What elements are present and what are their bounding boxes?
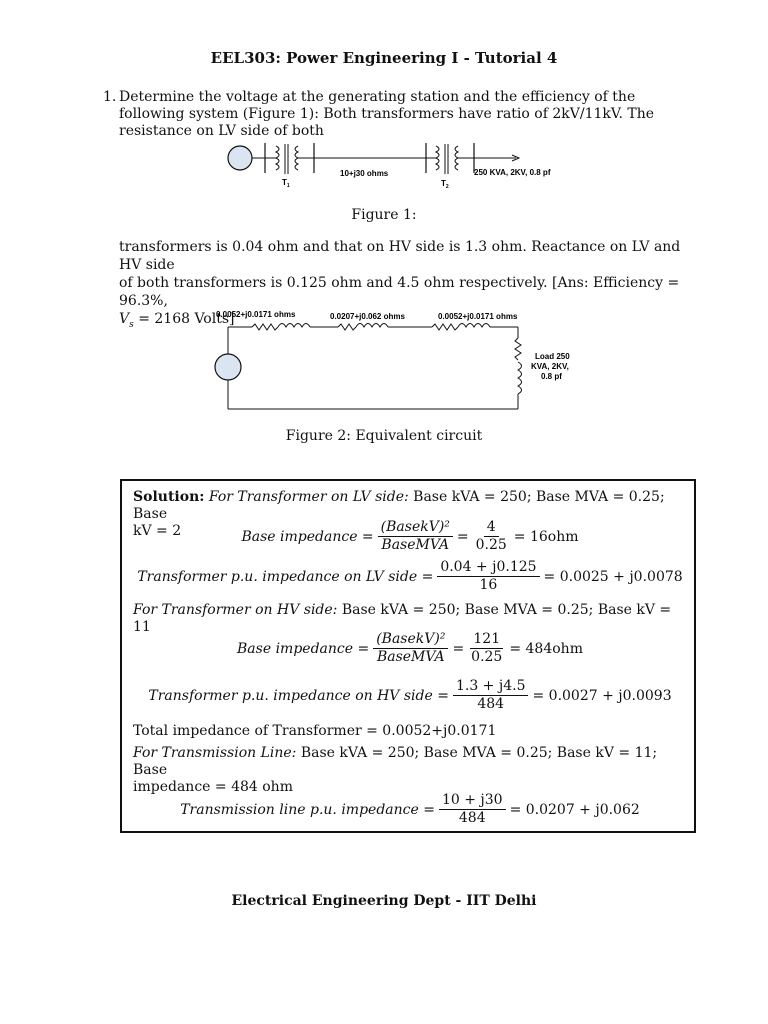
continuation-line-3: $V_s = 2168$ Volts] [119, 311, 235, 330]
z1-label: 0.0052+j0.0171 ohms [216, 310, 296, 319]
transformer-t1 [265, 143, 314, 174]
equation-lv-pu-impedance: Transformer p.u. impedance on LV side = $\frac{0.04 + j0.125}{16}$ = 0.0025 + j0.0078 [137, 559, 683, 593]
continuation-line-2: of both transformers is 0.125 ohm and 4.5 ohm respectively. [Ans: Efficiency = 96.3%, [119, 275, 680, 309]
solution-hv-intro: For Transformer on HV side: Base kVA = 250; Base MVA = 0.25; Base kV = 11 [133, 602, 672, 635]
generator-symbol [228, 146, 252, 170]
equation-hv-base-impedance: Base impedance = $\frac{\text{(BasekV)²}}{\text{BaseMVA}}$ = $\frac{121}{0.25}$ = 484ohm [237, 631, 583, 665]
load-label-1: Load 250 [535, 352, 570, 361]
load-label: 250 KVA, 2KV, 0.8 pf [474, 168, 551, 177]
solution-total-impedance: Total impedance of Transformer = 0.0052+j0.0171 [133, 723, 497, 739]
solution-heading: Solution: [133, 489, 205, 505]
equation-tl-pu-impedance: Transmission line p.u. impedance = $\frac{10 + j30}{484}$ = 0.0207 + j0.062 [180, 792, 640, 826]
impedance-2 [338, 324, 388, 331]
figure-1-diagram [220, 138, 570, 194]
impedance-3 [432, 324, 490, 331]
load-impedance [515, 338, 522, 394]
z2-label: 0.0207+j0.062 ohms [330, 312, 405, 321]
problem-statement [103, 89, 703, 140]
problem-text: Determine the voltage at the generating station and the efficiency of the following system (Figure 1): Both transformers have ratio of 2kV/11kV. The resistance on LV side of both [119, 89, 655, 139]
source-symbol [215, 354, 241, 380]
figure-1-caption: Figure 1: [351, 207, 417, 223]
t1-label: $T_1$ [282, 178, 290, 189]
solution-box [120, 479, 696, 833]
solution-tl-intro: For Transmission Line: Base kVA = 250; Base MVA = 0.25; Base kV = 11; Base impedance = 484 ohm [133, 745, 658, 795]
problem-number: 1. [103, 89, 117, 105]
equation-hv-pu-impedance: Transformer p.u. impedance on HV side = $\frac{1.3 + j4.5}{484}$ = 0.0027 + j0.0093 [148, 678, 672, 712]
figure-2-caption: Figure 2: Equivalent circuit [285, 428, 483, 444]
t2-label: $T_2$ [441, 179, 449, 190]
z3-label: 0.0052+j0.0171 ohms [438, 312, 518, 321]
equation-lv-base-impedance: Base impedance = $\frac{\text{(BasekV)²}}{\text{BaseMVA}}$ = $\frac{4}{0.25}$ = 16ohm [241, 519, 579, 553]
page-title: EEL303: Power Engineering I - Tutorial 4 [210, 49, 558, 67]
figure-2-circuit [210, 306, 590, 414]
transformer-t2 [426, 143, 474, 174]
load-label-3: 0.8 pf [541, 372, 562, 381]
impedance-1 [252, 324, 310, 331]
page-footer: Electrical Engineering Dept - IIT Delhi [231, 893, 537, 909]
load-label-2: KVA, 2KV, [531, 362, 569, 371]
line-impedance-label: 10+j30 ohms [340, 169, 389, 178]
continuation-line-1: transformers is 0.04 ohm and that on HV side is 1.3 ohm. Reactance on LV and HV side [119, 239, 681, 273]
solution-lv-intro: Solution: For Transformer on LV side: Base kVA = 250; Base MVA = 0.25; Base kV = 2 [133, 489, 665, 539]
